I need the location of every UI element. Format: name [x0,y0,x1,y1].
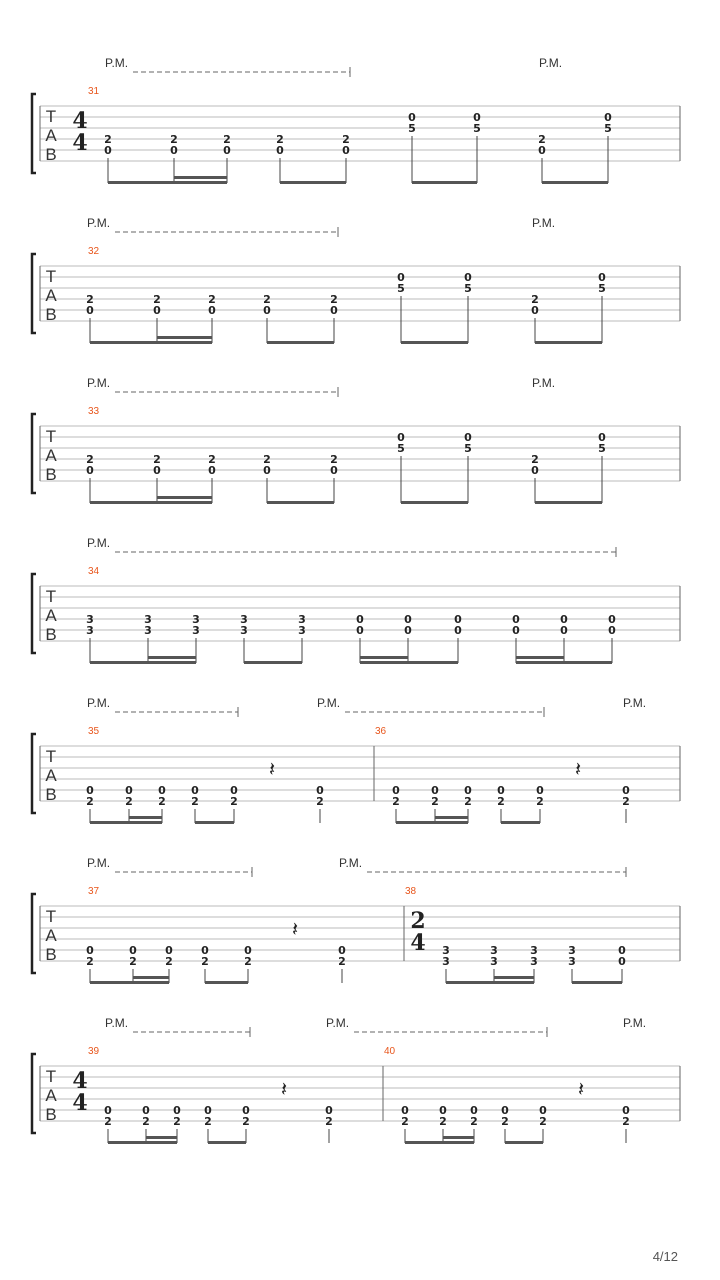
fret-number: 2 [165,955,173,968]
system-bracket [32,94,36,173]
fret-number: 0 [618,944,626,957]
fret-number: 0 [470,1104,478,1117]
fret-number: 2 [223,133,231,146]
fret-number: 2 [392,795,400,808]
beam [572,981,622,984]
time-signature-bottom: 4 [72,130,88,156]
fret-number: 0 [342,144,350,157]
palm-mute-label: P.M. [87,696,111,710]
fret-number: 0 [129,944,137,957]
beam [267,341,334,344]
fret-number: 2 [316,795,324,808]
beam [446,981,534,984]
beam-secondary [148,656,196,659]
fret-number: 2 [86,795,94,808]
tab-clef-letter: B [45,1105,57,1124]
fret-number: 3 [192,624,200,637]
fret-number: 2 [158,795,166,808]
fret-number: 0 [153,304,161,317]
fret-number: 5 [598,442,606,455]
fret-number: 0 [598,271,606,284]
fret-number: 0 [560,613,568,626]
beam [501,821,540,824]
tab-clef-letter: A [45,1086,57,1105]
fret-number: 2 [531,293,539,306]
palm-mute-label: P.M. [87,216,111,230]
tab-clef-letter: T [45,587,57,606]
fret-number: 2 [338,955,346,968]
fret-number: 0 [454,624,462,637]
measure-number: 34 [88,566,100,577]
tab-clef-letter: T [45,427,57,446]
beam [90,501,212,504]
fret-number: 2 [204,1115,212,1128]
fret-number: 0 [165,944,173,957]
fret-number: 2 [263,293,271,306]
fret-number: 2 [153,453,161,466]
fret-number: 0 [401,1104,409,1117]
fret-number: 2 [325,1115,333,1128]
fret-number: 2 [173,1115,181,1128]
palm-mute-label: P.M. [623,1016,647,1030]
beam-secondary [360,656,408,659]
fret-number: 2 [497,795,505,808]
fret-number: 3 [490,955,498,968]
palm-mute-label: P.M. [623,696,647,710]
palm-mute-label: P.M. [326,1016,350,1030]
tab-clef-letter: T [45,107,57,126]
fret-number: 2 [622,795,630,808]
fret-number: 2 [153,293,161,306]
fret-number: 3 [530,944,538,957]
fret-number: 0 [536,784,544,797]
fret-number: 0 [330,304,338,317]
fret-number: 5 [397,442,405,455]
tab-clef-letter: B [45,945,57,964]
beam [401,341,468,344]
fret-number: 2 [170,133,178,146]
fret-number: 0 [316,784,324,797]
fret-number: 0 [142,1104,150,1117]
fret-number: 0 [538,144,546,157]
fret-number: 0 [86,304,94,317]
palm-mute-label: P.M. [317,696,341,710]
beam-secondary [435,816,468,819]
beam [267,501,334,504]
palm-mute-label: P.M. [87,856,111,870]
tab-clef-letter: B [45,625,57,644]
fret-number: 2 [142,1115,150,1128]
fret-number: 2 [208,293,216,306]
fret-number: 2 [470,1115,478,1128]
fret-number: 0 [201,944,209,957]
fret-number: 0 [223,144,231,157]
fret-number: 3 [568,944,576,957]
fret-number: 0 [560,624,568,637]
fret-number: 0 [618,955,626,968]
quarter-rest: 𝄽 [291,917,299,941]
beam [108,181,227,184]
tab-clef-letter: B [45,465,57,484]
fret-number: 0 [622,1104,630,1117]
tab-clef-letter: T [45,747,57,766]
fret-number: 3 [442,944,450,957]
fret-number: 0 [397,271,405,284]
fret-number: 0 [608,624,616,637]
tab-clef-letter: T [45,1067,57,1086]
measure-number: 38 [405,886,417,897]
fret-number: 2 [86,453,94,466]
fret-number: 0 [397,431,405,444]
fret-number: 2 [86,293,94,306]
fret-number: 2 [330,453,338,466]
fret-number: 0 [531,304,539,317]
tab-clef-letter: B [45,305,57,324]
fret-number: 0 [431,784,439,797]
palm-mute-label: P.M. [532,216,556,230]
palm-mute-label: P.M. [532,376,556,390]
fret-number: 0 [408,111,416,124]
beam [405,1141,474,1144]
fret-number: 2 [342,133,350,146]
fret-number: 0 [464,271,472,284]
system-bracket [32,734,36,813]
tab-clef-letter: B [45,145,57,164]
fret-number: 2 [244,955,252,968]
palm-mute-label: P.M. [105,56,129,70]
fret-number: 0 [170,144,178,157]
fret-number: 2 [536,795,544,808]
fret-number: 5 [604,122,612,135]
fret-number: 0 [191,784,199,797]
beam [542,181,608,184]
fret-number: 3 [86,613,94,626]
fret-number: 0 [497,784,505,797]
beam-secondary [157,496,212,499]
fret-number: 3 [298,624,306,637]
fret-number: 3 [192,613,200,626]
fret-number: 2 [208,453,216,466]
quarter-rest: 𝄽 [268,757,276,781]
fret-number: 0 [512,624,520,637]
beam [360,661,458,664]
fret-number: 3 [530,955,538,968]
tab-clef-letter: T [45,907,57,926]
time-signature-top: 4 [72,1068,88,1094]
time-signature-top: 4 [72,108,88,134]
fret-number: 5 [473,122,481,135]
fret-number: 3 [490,944,498,957]
beam [90,981,169,984]
beam [401,501,468,504]
fret-number: 0 [464,784,472,797]
fret-number: 0 [501,1104,509,1117]
fret-number: 2 [539,1115,547,1128]
beam-secondary [133,976,169,979]
fret-number: 2 [431,795,439,808]
system-bracket [32,254,36,333]
fret-number: 5 [464,282,472,295]
beam [90,341,212,344]
page-number: 4/12 [652,1249,678,1264]
beam [396,821,468,824]
beam [535,501,602,504]
fret-number: 0 [598,431,606,444]
fret-number: 2 [230,795,238,808]
time-signature-bottom: 4 [72,1090,88,1116]
fret-number: 2 [501,1115,509,1128]
measure-number: 31 [88,86,100,97]
fret-number: 0 [263,464,271,477]
beam [412,181,477,184]
fret-number: 2 [86,955,94,968]
beam [195,821,234,824]
fret-number: 5 [598,282,606,295]
measure-number: 39 [88,1046,100,1057]
fret-number: 0 [208,304,216,317]
fret-number: 2 [125,795,133,808]
fret-number: 2 [531,453,539,466]
fret-number: 0 [464,431,472,444]
fret-number: 3 [240,613,248,626]
time-signature-top: 2 [410,908,426,934]
tab-clef-letter: A [45,126,57,145]
beam [90,821,162,824]
tab-clef-letter: B [45,785,57,804]
fret-number: 0 [392,784,400,797]
fret-number: 0 [104,144,112,157]
beam-secondary [443,1136,474,1139]
tab-clef-letter: T [45,267,57,286]
measure-number: 33 [88,406,100,417]
fret-number: 0 [242,1104,250,1117]
tab-clef-letter: A [45,926,57,945]
fret-number: 0 [86,464,94,477]
fret-number: 0 [86,784,94,797]
beam [505,1141,543,1144]
palm-mute-label: P.M. [87,536,111,550]
fret-number: 0 [356,613,364,626]
fret-number: 0 [512,613,520,626]
fret-number: 2 [538,133,546,146]
system-bracket [32,894,36,973]
fret-number: 5 [408,122,416,135]
fret-number: 3 [568,955,576,968]
palm-mute-label: P.M. [105,1016,129,1030]
beam [516,661,612,664]
beam-secondary [516,656,564,659]
fret-number: 0 [244,944,252,957]
fret-number: 5 [397,282,405,295]
fret-number: 0 [276,144,284,157]
beam [205,981,248,984]
beam [535,341,602,344]
fret-number: 0 [454,613,462,626]
fret-number: 0 [439,1104,447,1117]
fret-number: 0 [404,613,412,626]
fret-number: 2 [622,1115,630,1128]
fret-number: 5 [464,442,472,455]
fret-number: 2 [129,955,137,968]
measure-number: 35 [88,726,100,737]
beam [208,1141,246,1144]
fret-number: 2 [439,1115,447,1128]
measure-number: 32 [88,246,100,257]
beam-secondary [157,336,212,339]
fret-number: 0 [325,1104,333,1117]
quarter-rest: 𝄽 [574,757,582,781]
fret-number: 3 [442,955,450,968]
time-signature-bottom: 4 [410,930,426,956]
fret-number: 0 [204,1104,212,1117]
fret-number: 0 [208,464,216,477]
fret-number: 0 [473,111,481,124]
measure-number: 36 [375,726,387,737]
beam-secondary [146,1136,177,1139]
fret-number: 3 [86,624,94,637]
fret-number: 3 [144,624,152,637]
fret-number: 0 [356,624,364,637]
fret-number: 0 [330,464,338,477]
fret-number: 2 [276,133,284,146]
tab-clef-letter: A [45,766,57,785]
fret-number: 0 [539,1104,547,1117]
tab-clef-letter: A [45,446,57,465]
palm-mute-label: P.M. [339,856,363,870]
fret-number: 2 [263,453,271,466]
beam [280,181,346,184]
system-bracket [32,1054,36,1133]
quarter-rest: 𝄽 [577,1077,585,1101]
fret-number: 0 [531,464,539,477]
fret-number: 2 [464,795,472,808]
system-bracket [32,414,36,493]
fret-number: 3 [298,613,306,626]
fret-number: 2 [104,1115,112,1128]
fret-number: 0 [404,624,412,637]
fret-number: 0 [158,784,166,797]
fret-number: 2 [104,133,112,146]
measure-number: 37 [88,886,100,897]
fret-number: 0 [608,613,616,626]
fret-number: 2 [201,955,209,968]
fret-number: 0 [104,1104,112,1117]
beam [108,1141,177,1144]
measure-number: 40 [384,1046,396,1057]
fret-number: 2 [330,293,338,306]
fret-number: 0 [338,944,346,957]
fret-number: 2 [191,795,199,808]
fret-number: 0 [230,784,238,797]
beam-secondary [174,176,227,179]
fret-number: 3 [144,613,152,626]
fret-number: 0 [125,784,133,797]
fret-number: 0 [604,111,612,124]
fret-number: 0 [153,464,161,477]
fret-number: 0 [622,784,630,797]
fret-number: 3 [240,624,248,637]
quarter-rest: 𝄽 [280,1077,288,1101]
fret-number: 0 [263,304,271,317]
tab-clef-letter: A [45,286,57,305]
fret-number: 0 [86,944,94,957]
palm-mute-label: P.M. [87,376,111,390]
beam [90,661,196,664]
fret-number: 0 [173,1104,181,1117]
fret-number: 2 [401,1115,409,1128]
system-bracket [32,574,36,653]
fret-number: 2 [242,1115,250,1128]
palm-mute-label: P.M. [539,56,563,70]
tab-clef-letter: A [45,606,57,625]
beam [244,661,302,664]
beam-secondary [494,976,534,979]
beam-secondary [129,816,162,819]
